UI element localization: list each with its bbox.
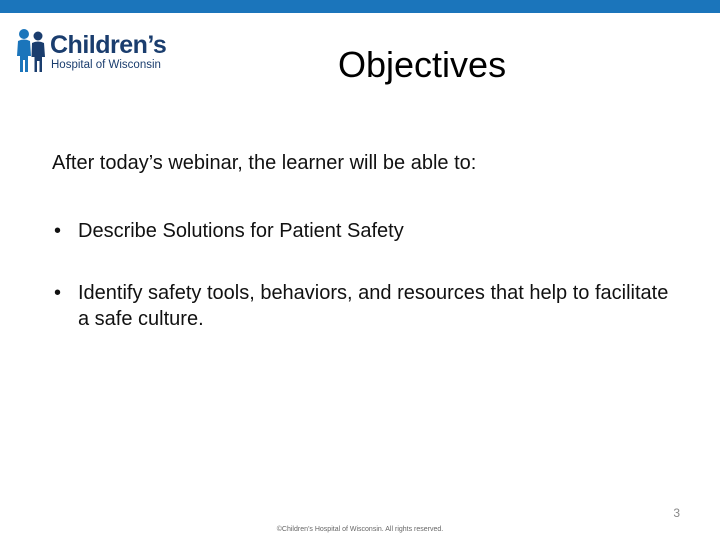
bullet-icon: •: [54, 220, 62, 242]
two-children-silhouette-icon: [14, 28, 48, 74]
bullet-icon: •: [54, 282, 62, 304]
top-accent-bar: [0, 0, 720, 13]
objective-text: Identify safety tools, behaviors, and resources that help to facilitate a safe culture.: [78, 282, 669, 330]
intro-text: After today’s webinar, the learner will be able to:: [52, 152, 477, 174]
objective-item: [52, 218, 672, 244]
logo-wordmark-line1: Children’s: [50, 31, 167, 59]
objective-item: [52, 280, 672, 332]
objective-text: Describe Solutions for Patient Safety: [78, 220, 404, 242]
logo-wordmark-line2: Hospital of Wisconsin: [51, 59, 161, 71]
copyright-footer: ©Children’s Hospital of Wisconsin. All rights reserved.: [276, 526, 444, 533]
slide-title: Objectives: [338, 44, 507, 85]
objectives-list: [52, 218, 672, 368]
childrens-hospital-logo: [14, 28, 174, 76]
page-number: 3: [673, 506, 680, 520]
